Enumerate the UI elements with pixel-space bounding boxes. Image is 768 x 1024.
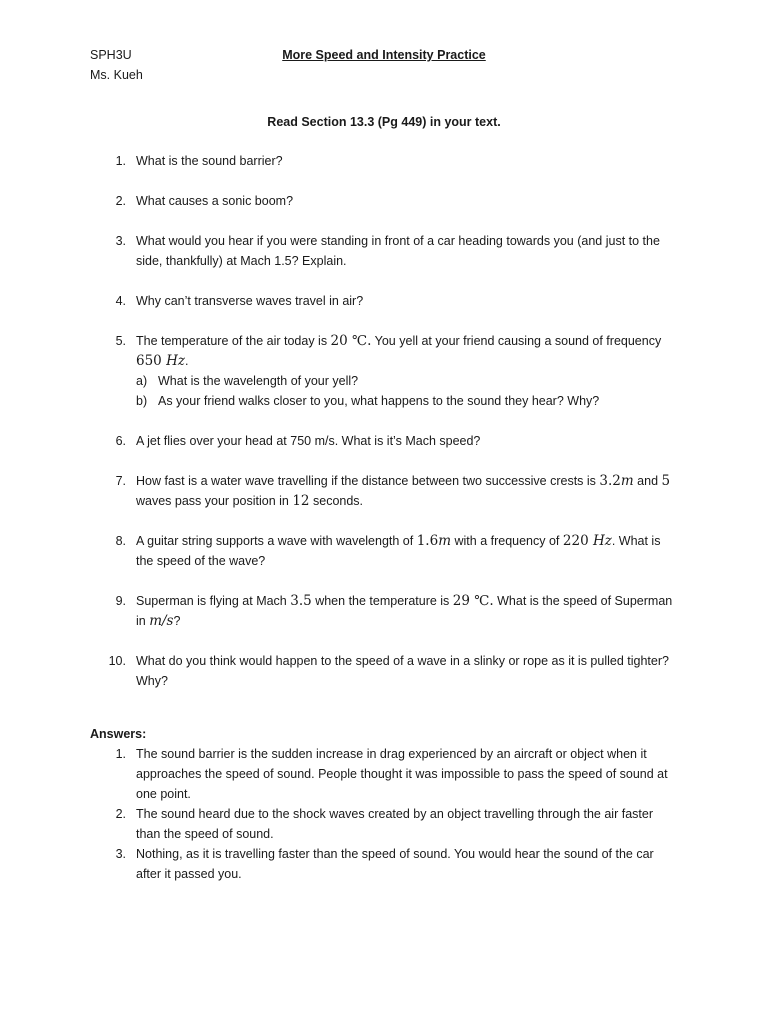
question-number: 1. xyxy=(115,154,126,168)
question-text-part: Superman is flying at Mach xyxy=(136,594,291,608)
question-item xyxy=(90,191,680,211)
question-text: What causes a sonic boom? xyxy=(136,194,294,208)
temperature-value: 20 ℃. xyxy=(330,333,372,349)
course-code: SPH3U xyxy=(90,48,132,62)
answer-item xyxy=(90,804,680,844)
question-text xyxy=(136,531,680,571)
answer-number: 1. xyxy=(115,747,126,761)
question-item xyxy=(90,231,680,271)
question-number: 4. xyxy=(115,294,126,308)
question-text-part: A guitar string supports a wave with wavelength of xyxy=(136,534,417,548)
question-number: 5. xyxy=(115,334,126,348)
question-number: 6. xyxy=(115,434,126,448)
speed-unit: m/s xyxy=(149,613,174,629)
wavelength-value: 1.6 xyxy=(416,533,439,549)
mach-value: 3.5 xyxy=(290,593,312,609)
sub-question xyxy=(136,371,680,391)
question-text-part: The temperature of the air today is xyxy=(136,334,331,348)
frequency-value: 220 xyxy=(562,533,593,549)
question-item xyxy=(90,431,680,451)
question-number: 2. xyxy=(115,194,126,208)
frequency-unit: Hz xyxy=(166,353,185,369)
answer-text: The sound barrier is the sudden increase in drag experienced by an aircraft or object when it approaches the speed of sound. People thought it was impossible to pass the speed of sound at one point. xyxy=(136,747,668,801)
sub-question-letter: a) xyxy=(136,374,148,388)
question-text: What is the sound barrier? xyxy=(136,154,283,168)
question-text-part: waves pass your position in xyxy=(136,494,293,508)
question-text xyxy=(136,591,680,631)
question-number: 3. xyxy=(115,234,126,248)
answer-list xyxy=(90,744,680,884)
question-item xyxy=(90,591,680,631)
question-item xyxy=(90,651,680,691)
question-text-part: when the temperature is xyxy=(311,594,453,608)
question-item xyxy=(90,471,680,511)
page-title: More Speed and Intensity Practice xyxy=(282,48,486,62)
answer-number: 3. xyxy=(115,847,126,861)
question-text-part: and xyxy=(633,474,662,488)
sub-question-letter: b) xyxy=(136,394,148,408)
question-text-part: with a frequency of xyxy=(451,534,563,548)
answer-item xyxy=(90,844,680,884)
question-text: What would you hear if you were standing in front of a car heading towards you (and just to the side, thankfully) at Mach 1.5? Explain. xyxy=(136,234,660,268)
answer-text: The sound heard due to the shock waves created by an object travelling through the air faster than the speed of sound. xyxy=(136,807,653,841)
question-text-part: You yell at your friend causing a sound of frequency xyxy=(371,334,662,348)
question-text xyxy=(136,331,680,371)
question-text: A jet flies over your head at 750 m/s. What is it’s Mach speed? xyxy=(136,434,481,448)
question-text-part: . xyxy=(184,354,189,368)
question-item xyxy=(90,291,680,311)
question-number: 10. xyxy=(108,654,126,668)
time-value: 12 xyxy=(292,493,310,509)
wavelength-unit: m xyxy=(438,533,452,549)
frequency-value: 650 xyxy=(136,353,167,369)
question-item xyxy=(90,151,680,171)
question-number: 7. xyxy=(115,474,126,488)
distance-value: 3.2 xyxy=(599,473,621,489)
question-text-part: ? xyxy=(173,614,181,628)
answer-item xyxy=(90,744,680,804)
answers-heading: Answers: xyxy=(90,727,147,741)
question-number: 8. xyxy=(115,534,126,548)
question-text-part: seconds. xyxy=(309,494,364,508)
answer-number: 2. xyxy=(115,807,126,821)
teacher-name: Ms. Kueh xyxy=(90,68,143,82)
wave-count: 5 xyxy=(661,473,671,489)
sub-question-text: As your friend walks closer to you, what happens to the sound they hear? Why? xyxy=(158,394,600,408)
question-text: What do you think would happen to the speed of a wave in a slinky or rope as it is pulled tighter? Why? xyxy=(136,654,669,688)
question-item xyxy=(90,331,680,411)
question-text-part: What is the speed of Superman in xyxy=(136,594,673,628)
question-text-part: . What is the speed of the wave? xyxy=(136,534,661,568)
sub-question xyxy=(136,391,680,411)
question-number: 9. xyxy=(115,594,126,608)
sub-question-text: What is the wavelength of your yell? xyxy=(158,374,359,388)
question-text: Why can’t transverse waves travel in air? xyxy=(136,294,364,308)
reading-instruction: Read Section 13.3 (Pg 449) in your text. xyxy=(267,115,501,129)
answer-text: Nothing, as it is travelling faster than the speed of sound. You would hear the sound of the car after it passed you. xyxy=(136,847,654,881)
question-item xyxy=(90,531,680,571)
question-text xyxy=(136,471,680,511)
temperature-value: 29 ℃. xyxy=(452,593,494,609)
question-list xyxy=(90,151,680,711)
distance-unit: m xyxy=(620,473,634,489)
question-text-part: How fast is a water wave travelling if the distance between two successive crests is xyxy=(136,474,600,488)
frequency-unit: Hz xyxy=(592,533,612,549)
